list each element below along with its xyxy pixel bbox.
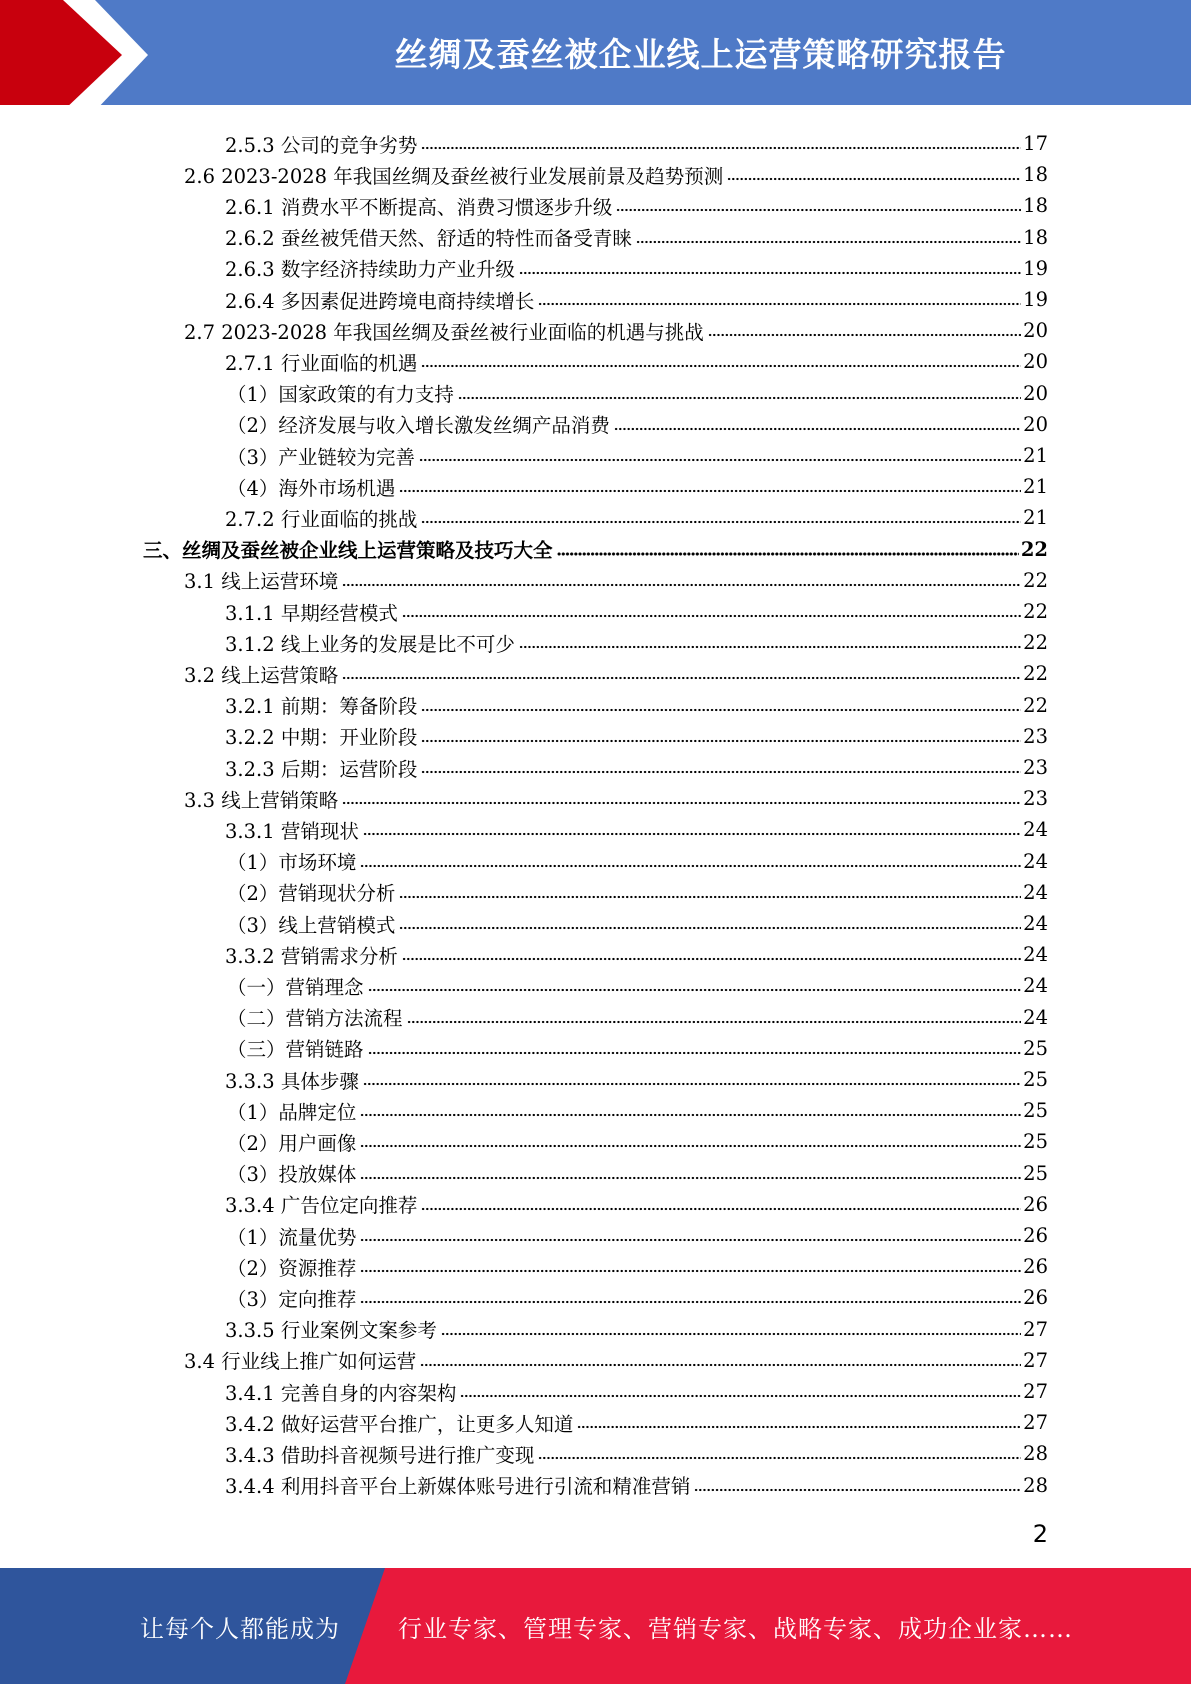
toc-entry[interactable] xyxy=(225,939,1048,970)
toc-entry-label: （3）产业链较为完善 xyxy=(227,445,415,469)
toc-entry-page: 25 xyxy=(1023,1161,1048,1185)
toc-entry-page: 25 xyxy=(1023,1130,1048,1154)
toc-entry[interactable] xyxy=(227,1220,1048,1251)
toc-dot-leader xyxy=(402,955,1021,963)
toc-dot-leader xyxy=(538,300,1021,308)
toc-entry[interactable] xyxy=(227,1158,1048,1189)
toc-entry-label: （3）投放媒体 xyxy=(227,1163,357,1187)
toc-dot-leader xyxy=(636,238,1021,246)
toc-entry[interactable] xyxy=(227,471,1048,502)
toc-entry-page: 18 xyxy=(1023,194,1048,218)
toc-dot-leader xyxy=(458,394,1021,402)
toc-dot-leader xyxy=(460,1392,1021,1400)
toc-dot-leader xyxy=(360,1111,1021,1119)
toc-entry[interactable] xyxy=(225,190,1048,221)
toc-dot-leader xyxy=(616,206,1021,214)
toc-entry-page: 27 xyxy=(1023,1411,1048,1435)
toc-dot-leader xyxy=(360,862,1021,870)
toc-dot-leader xyxy=(441,1330,1021,1338)
toc-entry[interactable] xyxy=(225,721,1048,752)
toc-entry-label: 2.6.1 消费水平不断提高、消费习惯逐步升级 xyxy=(225,195,613,219)
toc-entry-page: 24 xyxy=(1023,943,1048,967)
toc-entry[interactable] xyxy=(225,596,1048,627)
toc-entry-page: 25 xyxy=(1023,1099,1048,1123)
toc-entry-label: 2.6 2023-2028 年我国丝绸及蚕丝被行业发展前景及趋势预测 xyxy=(184,164,724,188)
toc-entry[interactable] xyxy=(225,1376,1048,1407)
toc-entry-label: 3.4.4 利用抖音平台上新媒体账号进行引流和精准营销 xyxy=(225,1475,691,1499)
toc-entry-label: 2.7 2023-2028 年我国丝绸及蚕丝被行业面临的机遇与挑战 xyxy=(184,320,704,344)
toc-entry-label: （3）线上营销模式 xyxy=(227,913,396,937)
toc-entry-page: 17 xyxy=(1023,132,1048,155)
page-footer xyxy=(0,1568,1191,1684)
toc-entry-label: 3.2 线上运营策略 xyxy=(184,663,339,687)
toc-entry-label: 3.2.3 后期：运营阶段 xyxy=(225,757,418,781)
toc-entry[interactable] xyxy=(227,378,1048,409)
toc-entry[interactable] xyxy=(225,1314,1048,1345)
toc-entry-page: 27 xyxy=(1023,1348,1048,1372)
toc-entry[interactable] xyxy=(225,502,1048,533)
toc-entry[interactable] xyxy=(143,534,1048,565)
toc-entry[interactable] xyxy=(227,846,1048,877)
toc-entry-label: （1）国家政策的有力支持 xyxy=(227,383,454,407)
toc-dot-leader xyxy=(368,986,1022,994)
toc-dot-leader xyxy=(342,581,1021,589)
toc-entry-page: 21 xyxy=(1023,506,1048,530)
toc-entry[interactable] xyxy=(227,1002,1048,1033)
toc-dot-leader xyxy=(363,1080,1021,1088)
toc-entry-label: 3.3.1 营销现状 xyxy=(225,819,359,843)
toc-entry[interactable] xyxy=(225,627,1048,658)
toc-entry-label: （1）品牌定位 xyxy=(227,1100,357,1124)
toc-entry[interactable] xyxy=(225,128,1048,159)
toc-dot-leader xyxy=(708,331,1021,339)
toc-entry-label: （一）营销理念 xyxy=(227,975,364,999)
toc-entry-label: （2）用户画像 xyxy=(227,1131,357,1155)
toc-entry-label: 3.3 线上营销策略 xyxy=(184,788,339,812)
toc-entry[interactable] xyxy=(225,1407,1048,1438)
toc-dot-leader xyxy=(421,737,1021,745)
toc-entry-page: 18 xyxy=(1023,163,1048,187)
toc-entry-page: 27 xyxy=(1023,1317,1048,1341)
toc-dot-leader xyxy=(519,643,1021,651)
toc-dot-leader xyxy=(419,456,1021,464)
toc-entry-page: 24 xyxy=(1023,974,1048,998)
toc-entry-label: 2.6.4 多因素促进跨境电商持续增长 xyxy=(225,289,535,313)
toc-entry-page: 20 xyxy=(1023,412,1048,436)
toc-entry-page: 20 xyxy=(1023,350,1048,374)
toc-entry-page: 24 xyxy=(1023,1005,1048,1029)
toc-entry-label: 3.3.4 广告位定向推荐 xyxy=(225,1194,418,1218)
toc-dot-leader xyxy=(360,1267,1021,1275)
toc-entry[interactable] xyxy=(225,222,1048,253)
page-number: 2 xyxy=(1032,1520,1048,1548)
toc-entry-label: 3.1 线上运营环境 xyxy=(184,570,339,594)
toc-entry-page: 19 xyxy=(1023,288,1048,311)
toc-entry-page: 22 xyxy=(1020,537,1048,561)
toc-entry-label: 3.4.3 借助抖音视频号进行推广变现 xyxy=(225,1443,535,1467)
toc-entry[interactable] xyxy=(227,1033,1048,1064)
toc-entry[interactable] xyxy=(225,284,1048,315)
toc-entry-page: 23 xyxy=(1023,724,1048,748)
toc-entry-page: 24 xyxy=(1023,818,1048,842)
toc-entry[interactable] xyxy=(184,159,1048,190)
toc-entry-label: 3.3.5 行业案例文案参考 xyxy=(225,1319,437,1343)
toc-entry-page: 23 xyxy=(1023,787,1048,811)
toc-entry-page: 18 xyxy=(1023,225,1048,249)
toc-entry-label: 三、丝绸及蚕丝被企业线上运营策略及技巧大全 xyxy=(143,539,553,563)
toc-entry-label: 3.1.1 早期经营模式 xyxy=(225,601,398,625)
footer-slogan-left: 让每个人都能成为 xyxy=(140,1614,340,1643)
toc-entry-label: （2）资源推荐 xyxy=(227,1256,357,1280)
toc-dot-leader xyxy=(420,1361,1021,1369)
toc-entry[interactable] xyxy=(184,1345,1048,1376)
toc-dot-leader xyxy=(399,924,1021,932)
toc-entry-label: 3.3.2 营销需求分析 xyxy=(225,944,398,968)
toc-entry-page: 21 xyxy=(1023,444,1048,467)
toc-entry-page: 22 xyxy=(1023,662,1048,686)
toc-entry[interactable] xyxy=(227,970,1048,1001)
toc-dot-leader xyxy=(407,1018,1022,1026)
toc-dot-leader xyxy=(694,1486,1021,1494)
toc-dot-leader xyxy=(360,1236,1021,1244)
toc-entry-label: （2）经济发展与收入增长激发丝绸产品消费 xyxy=(227,414,610,438)
toc-dot-leader xyxy=(363,830,1021,838)
toc-entry-label: 3.2.2 中期：开业阶段 xyxy=(225,726,418,750)
toc-entry[interactable] xyxy=(225,1438,1048,1469)
toc-entry-label: 3.4.1 完善自身的内容架构 xyxy=(225,1381,457,1405)
toc-entry[interactable] xyxy=(225,253,1048,284)
toc-entry[interactable] xyxy=(227,409,1048,440)
toc-entry-label: （1）流量优势 xyxy=(227,1225,357,1249)
toc-entry-label: 2.6.2 蚕丝被凭借天然、舒适的特性而备受青睐 xyxy=(225,227,632,251)
toc-entry-label: （2）营销现状分析 xyxy=(227,882,396,906)
toc-dot-leader xyxy=(399,893,1021,901)
toc-entry-page: 24 xyxy=(1023,880,1048,904)
toc-entry-label: 2.7.2 行业面临的挑战 xyxy=(225,507,418,531)
footer-slogan-right: 行业专家、管理专家、营销专家、战略专家、成功企业家…… xyxy=(398,1614,1073,1643)
toc-dot-leader xyxy=(727,175,1021,183)
toc-entry[interactable] xyxy=(227,1251,1048,1282)
toc-entry[interactable] xyxy=(227,908,1048,939)
toc-entry-label: （1）市场环境 xyxy=(227,851,357,875)
toc-entry[interactable] xyxy=(227,877,1048,908)
toc-entry[interactable] xyxy=(227,1282,1048,1313)
toc-entry[interactable] xyxy=(227,1126,1048,1157)
toc-dot-leader xyxy=(342,674,1021,682)
toc-entry[interactable] xyxy=(227,440,1048,471)
toc-entry[interactable] xyxy=(225,1470,1048,1501)
toc-dot-leader xyxy=(421,706,1021,714)
toc-entry-label: 3.4 行业线上推广如何运营 xyxy=(184,1350,417,1374)
toc-dot-leader xyxy=(421,1205,1021,1213)
toc-entry[interactable] xyxy=(184,783,1048,814)
toc-entry[interactable] xyxy=(225,346,1048,377)
toc-entry-page: 27 xyxy=(1023,1380,1048,1403)
toc-entry-page: 26 xyxy=(1023,1255,1048,1279)
toc-dot-leader xyxy=(360,1142,1021,1150)
toc-entry[interactable] xyxy=(225,1064,1048,1095)
toc-dot-leader xyxy=(421,518,1021,526)
toc-dot-leader xyxy=(421,144,1021,152)
toc-entry-page: 22 xyxy=(1023,631,1048,655)
toc-dot-leader xyxy=(538,1454,1021,1462)
toc-entry-label: （二）营销方法流程 xyxy=(227,1007,403,1031)
toc-dot-leader xyxy=(402,612,1021,620)
toc-entry-page: 22 xyxy=(1023,568,1048,592)
toc-entry-label: 3.3.3 具体步骤 xyxy=(225,1069,359,1093)
toc-entry-page: 25 xyxy=(1023,1068,1048,1091)
toc-entry-page: 25 xyxy=(1023,1036,1048,1060)
toc-entry-label: 3.2.1 前期：筹备阶段 xyxy=(225,695,418,719)
toc-entry[interactable] xyxy=(184,315,1048,346)
toc-entry[interactable] xyxy=(225,1189,1048,1220)
toc-entry[interactable] xyxy=(184,658,1048,689)
toc-entry[interactable] xyxy=(184,565,1048,596)
toc-entry-page: 20 xyxy=(1023,319,1048,343)
toc-entry-page: 26 xyxy=(1023,1286,1048,1310)
toc-entry-page: 26 xyxy=(1023,1224,1048,1247)
toc-entry-page: 21 xyxy=(1023,475,1048,499)
toc-entry-label: 2.6.3 数字经济持续助力产业升级 xyxy=(225,258,515,282)
toc-entry-page: 20 xyxy=(1023,381,1048,405)
toc-dot-leader xyxy=(368,1049,1022,1057)
toc-dot-leader xyxy=(557,550,1019,558)
toc-entry-page: 28 xyxy=(1023,1473,1048,1497)
toc-entry[interactable] xyxy=(225,690,1048,721)
toc-dot-leader xyxy=(519,269,1021,277)
toc-dot-leader xyxy=(421,768,1021,776)
toc-dot-leader xyxy=(614,425,1021,433)
toc-entry-label: 2.7.1 行业面临的机遇 xyxy=(225,351,418,375)
toc-dot-leader xyxy=(421,362,1021,370)
toc-entry[interactable] xyxy=(225,814,1048,845)
toc-entry-page: 26 xyxy=(1023,1192,1048,1216)
toc-entry-page: 19 xyxy=(1023,256,1048,280)
toc-entry-page: 22 xyxy=(1023,693,1048,717)
toc-entry-label: 3.1.2 线上业务的发展是比不可少 xyxy=(225,632,515,656)
toc-entry-label: 2.5.3 公司的竞争劣势 xyxy=(225,133,418,157)
toc-entry-page: 24 xyxy=(1023,849,1048,873)
toc-entry-page: 23 xyxy=(1023,756,1048,779)
page-header xyxy=(0,0,1191,111)
toc-entry-page: 24 xyxy=(1023,912,1048,935)
toc-entry-page: 22 xyxy=(1023,600,1048,623)
toc-dot-leader xyxy=(342,799,1021,807)
toc-entry-label: （三）营销链路 xyxy=(227,1038,364,1062)
toc-entry[interactable] xyxy=(225,752,1048,783)
toc-entry-label: （4）海外市场机遇 xyxy=(227,476,396,500)
toc-dot-leader xyxy=(577,1423,1021,1431)
toc-dot-leader xyxy=(360,1174,1021,1182)
toc-dot-leader xyxy=(399,487,1021,495)
toc-entry[interactable] xyxy=(227,1095,1048,1126)
report-title: 丝绸及蚕丝被企业线上运营策略研究报告 xyxy=(394,35,1007,74)
toc-entry-page: 28 xyxy=(1023,1442,1048,1466)
toc-entry-label: （3）定向推荐 xyxy=(227,1287,357,1311)
toc-dot-leader xyxy=(360,1298,1021,1306)
toc-entry-label: 3.4.2 做好运营平台推广，让更多人知道 xyxy=(225,1412,574,1436)
